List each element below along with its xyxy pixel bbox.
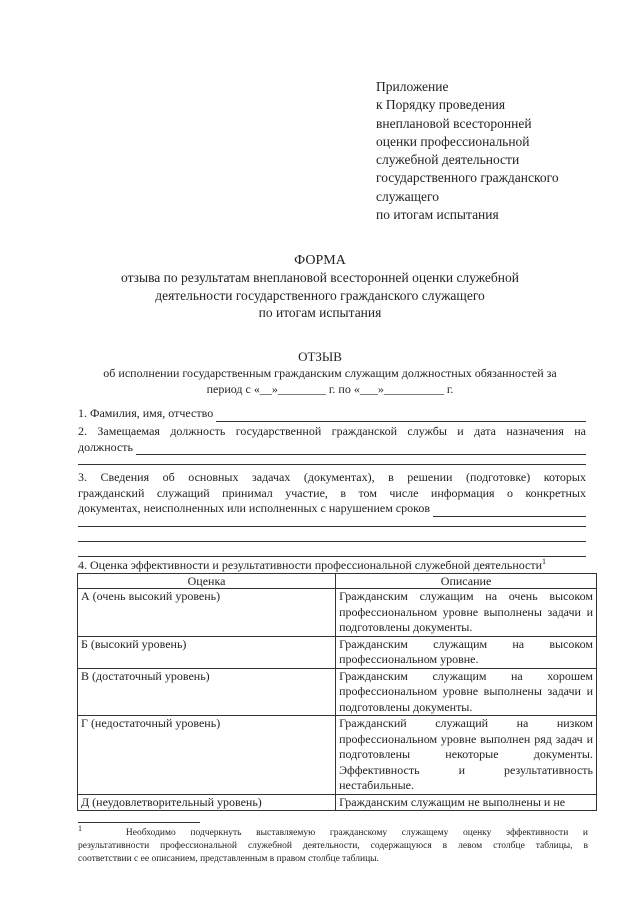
grade-cell[interactable]: А (очень высокий уровень) [78, 589, 336, 637]
appendix-line: Приложение [376, 79, 449, 94]
description-cell: Гражданским служащим на высоком профессиональном уровне. [336, 636, 597, 668]
review-title: ОТЗЫВ [298, 349, 342, 364]
field-tasks [78, 470, 586, 517]
table-row [78, 636, 597, 668]
field-position [78, 424, 586, 455]
table-header-row [78, 574, 597, 589]
grade-cell[interactable]: В (достаточный уровень) [78, 668, 336, 716]
appendix-line: оценки профессиональной [376, 133, 530, 149]
footnote-line2: результативности профессиональной служебной деятельности, содержащуюся в левом столбце таблицы, в [78, 841, 588, 851]
footnote-line3: соответствии с ее описанием, представленным в правом столбце таблицы. [78, 854, 379, 864]
table-header-description: Описание [336, 574, 597, 589]
footnote-mark: 1 [78, 823, 82, 833]
form-subtitle-line: по итогам испытания [258, 305, 382, 320]
table-row [78, 716, 597, 795]
field-tasks-label: 3. Сведения об основных задачах (документах), в решении (подготовке) которых [78, 470, 586, 484]
table-header-grade: Оценка [78, 574, 336, 589]
field-full-name [78, 406, 586, 422]
field-evaluation-label: 4. Оценка эффективности и результативности профессиональной служебной деятельности [78, 558, 543, 572]
footnote-ref: 1 [542, 557, 547, 566]
grade-cell[interactable]: Г (недостаточный уровень) [78, 716, 336, 795]
full-name-input-line[interactable] [216, 410, 586, 422]
footnote-text1: Необходимо подчеркнуть выставляемую гражданскому служащему оценку эффективности и [125, 828, 588, 838]
form-subtitle [0, 269, 640, 322]
tasks-input-line[interactable] [433, 505, 586, 517]
grade-cell[interactable]: Д (неудовлетворительный уровень) [78, 794, 336, 811]
tasks-input-line-2[interactable] [78, 526, 586, 527]
position-input-line[interactable] [136, 443, 586, 455]
field-position-label: 2. Замещаемая должность государственной гражданской службы и дата назначения на [78, 424, 586, 438]
description-cell: Гражданский служащий на низком профессиональном уровне выполнен ряд задач и подготовлены некоторые документы. Эффективность и результативность нестабильные. [336, 716, 597, 795]
appendix-line: государственного гражданского [376, 170, 559, 186]
table-row [78, 794, 597, 811]
description-cell: Гражданским служащим на хорошем профессиональном уровне выполнены задачи и подготовлены документы. [336, 668, 597, 716]
field-tasks-label-end: документах, неисполненных или исполненных с нарушением сроков [78, 501, 431, 515]
form-title: ФОРМА [294, 253, 346, 268]
review-period-line1: об исполнении государственным гражданским служащим должностных обязанностей за [103, 366, 557, 380]
evaluation-table [77, 573, 597, 811]
review-subtitle [80, 366, 580, 397]
appendix-line: внеплановой всесторонней [376, 115, 532, 131]
footnote-line1 [78, 823, 588, 840]
table-row [78, 589, 597, 637]
field-position-label-cont: должность [78, 439, 133, 454]
appendix-line: служащего [376, 188, 439, 204]
position-input-line-2[interactable] [78, 464, 586, 465]
form-subtitle-line: отзыва по результатам внеплановой всесторонней оценки служебной [121, 270, 519, 285]
description-cell: Гражданским служащим не выполнены и не [336, 794, 597, 811]
table-row [78, 668, 597, 716]
form-subtitle-line: деятельности государственного гражданского служащего [155, 287, 485, 303]
appendix-header [376, 78, 606, 224]
description-cell: Гражданским служащим на очень высоком профессиональном уровне выполнены задачи и подготовлены документы. [336, 589, 597, 637]
appendix-line: по итогам испытания [376, 207, 499, 223]
review-period-line2: период с «__»________ г. по «___»__________ г. [206, 381, 454, 396]
footnote [78, 823, 588, 866]
tasks-input-line-3[interactable] [78, 541, 586, 542]
field-tasks-label-cont: гражданский служащий принимал участие, в том числе информация о конкретных [78, 485, 586, 500]
appendix-line: служебной деятельности [376, 152, 520, 168]
grade-cell[interactable]: Б (высокий уровень) [78, 636, 336, 668]
field-full-name-label: 1. Фамилия, имя, отчество [78, 406, 214, 420]
footnote-separator [78, 822, 200, 823]
tasks-input-line-4[interactable] [78, 556, 586, 557]
appendix-line: к Порядку проведения [376, 97, 506, 113]
field-evaluation [78, 558, 598, 574]
